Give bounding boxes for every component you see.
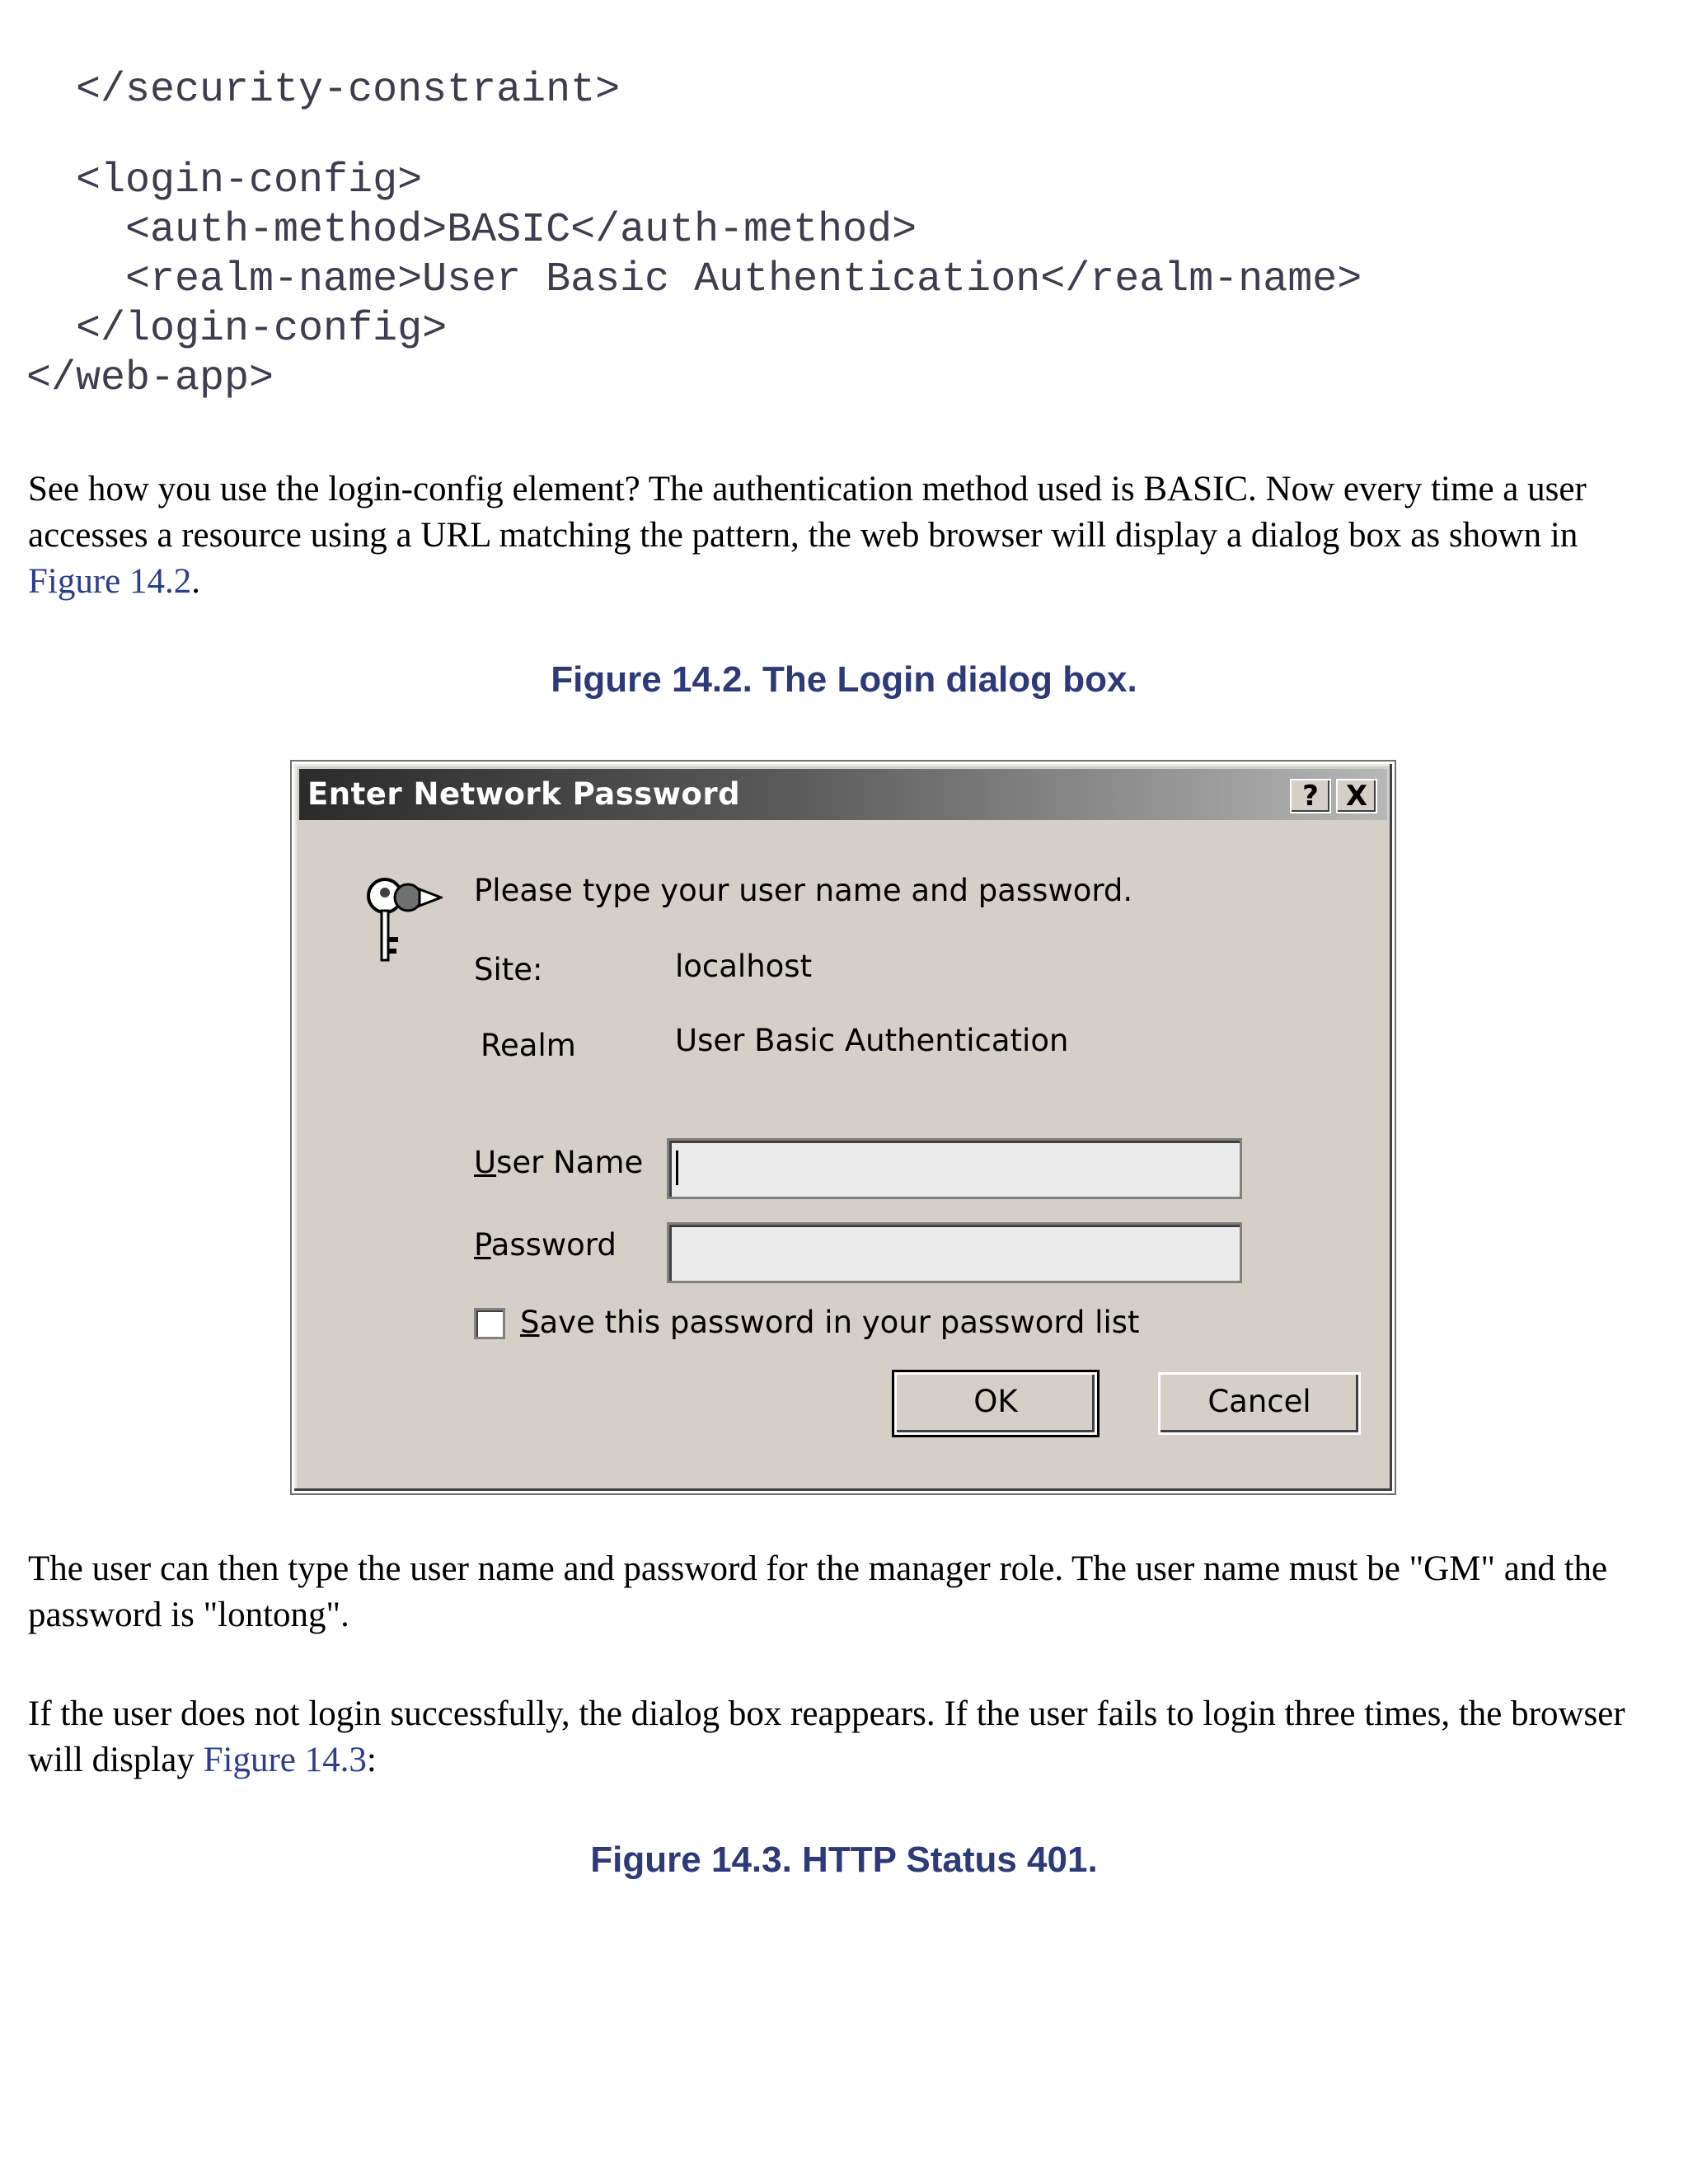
code-line: </security-constraint> bbox=[26, 67, 621, 114]
realm-value: User Basic Authentication bbox=[675, 1023, 1069, 1058]
text-caret bbox=[676, 1151, 678, 1185]
code-line: </login-config> bbox=[26, 306, 448, 353]
paragraph-text: If the user does not login successfully, the dialog box reappears. If the user fails to login three times, the browser will display bbox=[28, 1694, 1625, 1779]
paragraph-text: See how you use the login-config element? The authentication method used is BASIC. Now every time a user accesses a resource using a URL matching the pattern, the web browser will display a dialog box as shown in bbox=[28, 470, 1587, 555]
site-label: Site: bbox=[474, 952, 543, 987]
site-value: localhost bbox=[675, 949, 813, 984]
password-label: Password bbox=[474, 1227, 617, 1263]
paragraph-user-credentials: The user can then type the user name and password for the manager role. The user name must be "GM" and the password is "lontong". bbox=[28, 1549, 1608, 1634]
login-dialog bbox=[292, 762, 1395, 1493]
dialog-title: Enter Network Password bbox=[307, 776, 741, 812]
keys-icon bbox=[360, 871, 443, 970]
code-line: </web-app> bbox=[26, 355, 274, 402]
realm-label: Realm bbox=[481, 1028, 576, 1063]
code-line-blank bbox=[26, 115, 1362, 157]
figure-caption: Figure 14.3. HTTP Status 401. bbox=[590, 1840, 1098, 1880]
code-line: <auth-method>BASIC</auth-method> bbox=[26, 207, 917, 254]
dialog-prompt: Please type your user name and password. bbox=[474, 873, 1133, 908]
help-button[interactable] bbox=[1290, 779, 1331, 813]
code-block bbox=[26, 66, 1362, 404]
paragraph-end: . bbox=[191, 562, 201, 601]
ok-button[interactable]: OK bbox=[894, 1372, 1097, 1435]
password-field[interactable] bbox=[667, 1222, 1242, 1283]
paragraph-login-fail bbox=[28, 1691, 1668, 1783]
close-button[interactable] bbox=[1336, 779, 1377, 813]
figure-14-2-link[interactable]: Figure 14.2 bbox=[28, 562, 192, 601]
code-line: <realm-name>User Basic Authentication</realm-name> bbox=[26, 256, 1362, 303]
username-field[interactable] bbox=[667, 1138, 1242, 1199]
save-password-checkbox[interactable] bbox=[474, 1308, 505, 1339]
question-icon: ? bbox=[1302, 780, 1319, 813]
username-label: User Name bbox=[474, 1145, 644, 1180]
close-icon: X bbox=[1345, 780, 1368, 813]
paragraph-login-config bbox=[28, 466, 1668, 605]
save-password-label[interactable]: Save this password in your password list bbox=[520, 1305, 1140, 1340]
paragraph-end: : bbox=[366, 1741, 377, 1779]
dialog-titlebar[interactable] bbox=[299, 769, 1387, 820]
code-line: <login-config> bbox=[26, 157, 423, 204]
figure-caption: Figure 14.2. The Login dialog box. bbox=[551, 659, 1137, 700]
figure-14-3-link[interactable]: Figure 14.3 bbox=[203, 1741, 367, 1779]
cancel-button[interactable]: Cancel bbox=[1158, 1372, 1361, 1435]
